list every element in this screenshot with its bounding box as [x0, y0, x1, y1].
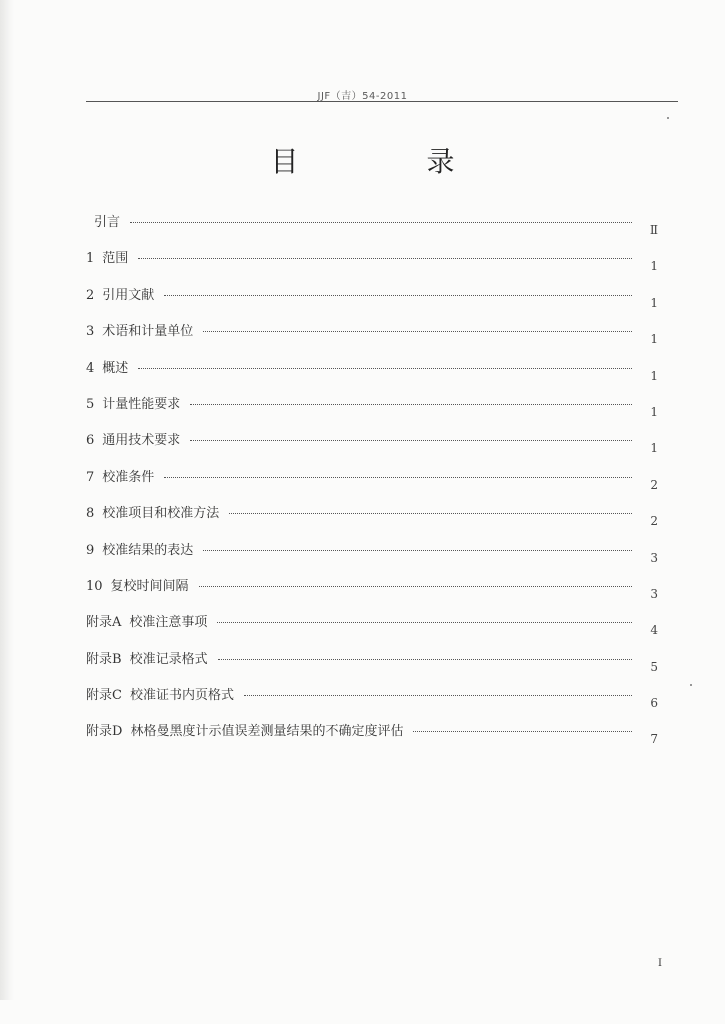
dot-leader [190, 404, 632, 405]
toc-entry-page: 3 [650, 586, 658, 601]
toc-entry[interactable] [86, 320, 658, 356]
toc-entry[interactable] [86, 211, 658, 247]
toc-entry-label: 校准条件 [102, 469, 155, 485]
toc-entry[interactable] [86, 539, 658, 575]
page-title: 目 录 [270, 145, 505, 178]
dot-leader [203, 550, 632, 551]
toc-entry[interactable] [86, 284, 658, 320]
toc-entry-number: 附录A [86, 615, 122, 631]
toc-entry[interactable] [86, 429, 658, 465]
toc-entry-page: 1 [650, 295, 658, 310]
toc-entry-page: 1 [650, 404, 658, 419]
dot-leader [229, 513, 632, 514]
scan-speck [690, 684, 692, 686]
toc-entry-label: 引用文献 [102, 287, 155, 303]
toc-entry-label: 校准注意事项 [129, 615, 208, 631]
toc-entry-page: 4 [650, 623, 658, 638]
toc-entry-number: 9 [86, 542, 95, 558]
toc-entry-label: 概述 [102, 360, 129, 376]
toc-entry-label: 校准项目和校准方法 [102, 506, 220, 522]
toc-entry-number: 4 [86, 360, 95, 376]
toc-entry-label: 通用技术要求 [102, 433, 181, 449]
dot-leader [190, 440, 632, 441]
header-rule [86, 101, 678, 102]
toc-entry-label: 引言 [94, 215, 121, 230]
dot-leader [130, 222, 632, 223]
dot-leader [218, 659, 632, 660]
toc-entry-number: 附录D [86, 724, 123, 740]
dot-leader [138, 258, 632, 259]
toc-entry-label: 范围 [102, 251, 129, 267]
toc-entry-number: 5 [86, 396, 95, 412]
scan-speck [667, 117, 669, 119]
toc-entry-label: 术语和计量单位 [102, 324, 194, 340]
toc-entry[interactable] [86, 247, 658, 283]
toc-entry-label: 校准证书内页格式 [129, 688, 234, 704]
toc-entry-label: 林格曼黑度计示值误差测量结果的不确定度评估 [130, 724, 404, 740]
toc-entry-number: 附录C [86, 688, 122, 704]
toc-entry-page: 6 [650, 696, 658, 711]
toc-entry-number: 6 [86, 433, 95, 449]
toc-entry-label: 校准结果的表达 [102, 542, 194, 558]
toc-entry[interactable] [86, 611, 658, 647]
dot-leader [203, 331, 632, 332]
toc-entry-page: Ⅱ [649, 223, 658, 237]
toc-entry[interactable] [86, 648, 658, 684]
dot-leader [413, 731, 632, 732]
toc-entry-page: 1 [650, 441, 658, 456]
toc-entry-page: 2 [650, 477, 658, 492]
toc-entry-page: 2 [650, 514, 658, 529]
page-number: I [658, 958, 662, 969]
standard-code-header: JJF（吉）54-2011 [317, 91, 408, 102]
dot-leader [164, 295, 632, 296]
toc-entry-label: 复校时间间隔 [110, 578, 189, 594]
toc-entry-page: 5 [650, 659, 658, 674]
toc-entry[interactable] [86, 502, 658, 538]
toc-entry-number: 8 [86, 506, 95, 522]
toc-entry[interactable] [86, 393, 658, 429]
toc-entry-number: 7 [86, 469, 95, 485]
toc-entry[interactable] [86, 684, 658, 720]
toc-entry-number: 附录B [86, 651, 122, 667]
dot-leader [199, 586, 632, 587]
toc-entry[interactable] [86, 357, 658, 393]
toc-entry-number: 10 [86, 578, 103, 594]
toc-entry-page: 1 [650, 259, 658, 274]
dot-leader [164, 477, 632, 478]
toc-entry-number: 2 [86, 287, 95, 303]
toc-entry[interactable] [86, 466, 658, 502]
toc-entry-number: 3 [86, 324, 95, 340]
toc-entry-number: 1 [86, 251, 95, 267]
toc-entry[interactable] [86, 720, 658, 756]
toc-entry-page: 1 [650, 368, 658, 383]
dot-leader [217, 622, 632, 623]
toc-entry-page: 7 [650, 732, 658, 747]
toc-entry[interactable] [86, 575, 658, 611]
dot-leader [244, 695, 632, 696]
toc-entry-label: 计量性能要求 [102, 396, 181, 412]
toc-entry-page: 3 [650, 550, 658, 565]
toc-entry-page: 1 [650, 332, 658, 347]
dot-leader [138, 368, 632, 369]
table-of-contents [86, 211, 658, 757]
toc-entry-label: 校准记录格式 [129, 651, 208, 667]
